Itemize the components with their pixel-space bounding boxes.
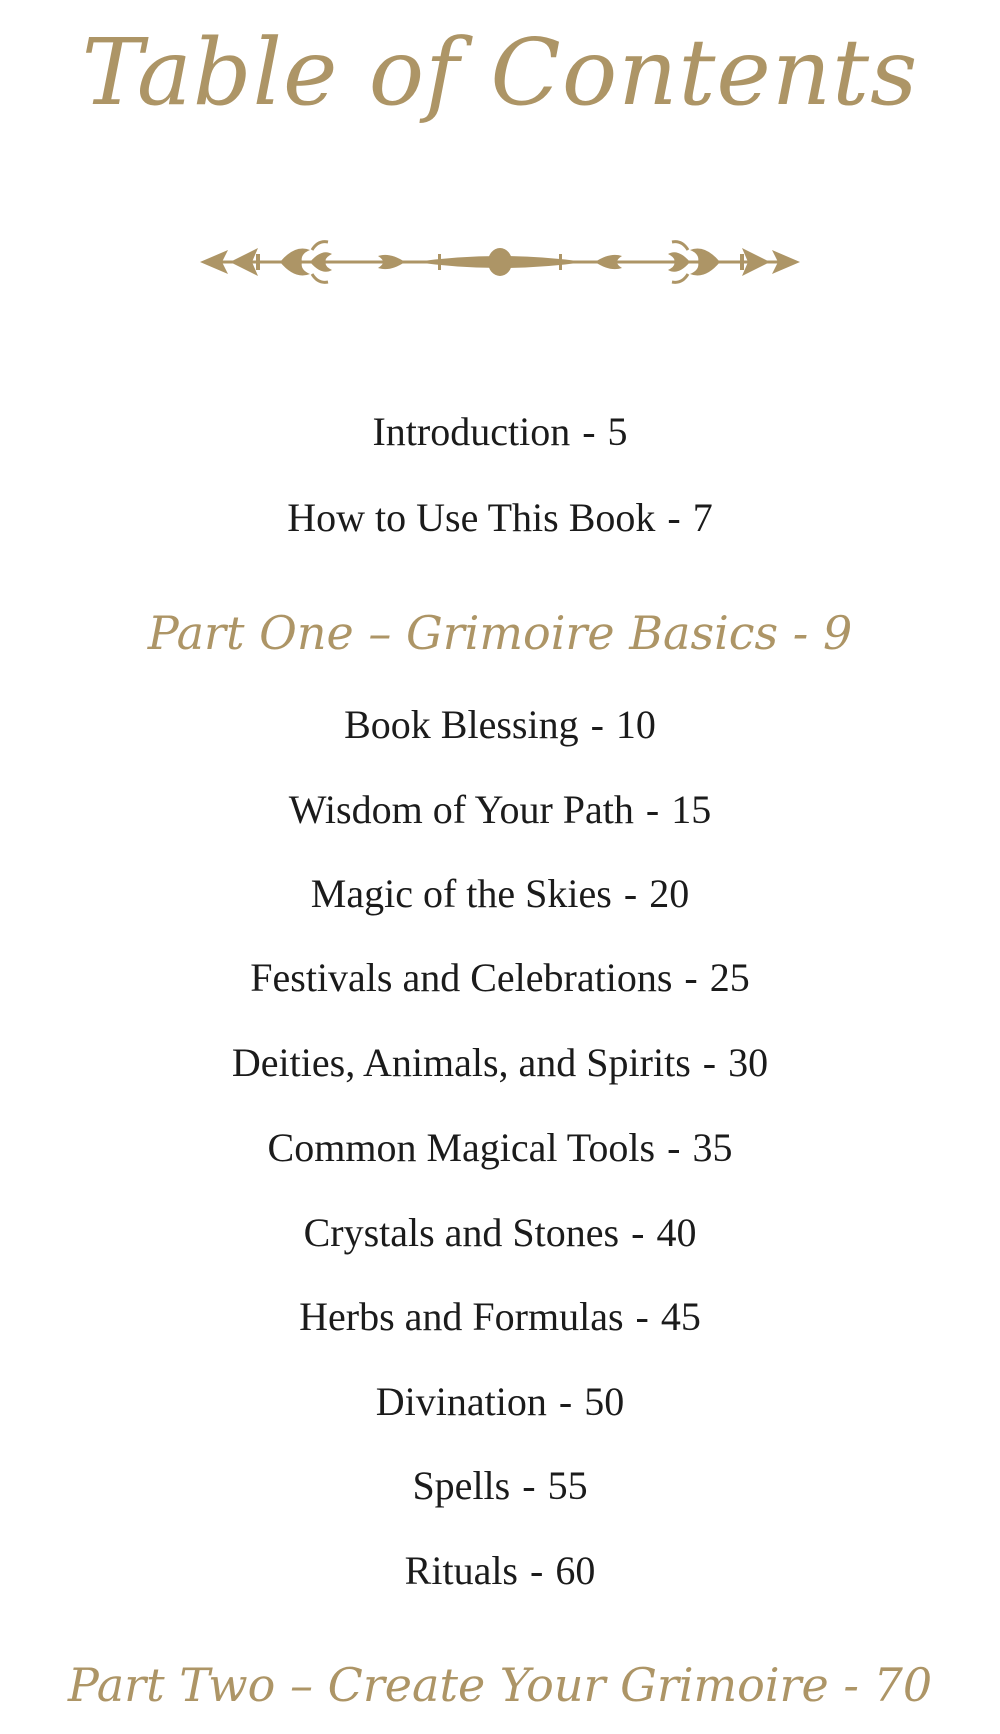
toc-entry-page: 60 [555,1548,596,1593]
toc-entry-page: 50 [584,1379,625,1424]
toc-entry-page: 30 [728,1040,769,1085]
toc-entry-label: How to Use This Book [287,495,656,540]
fleuron-divider-icon [200,232,800,292]
toc-entry-deities [0,1040,1000,1085]
toc-entry-label: Deities, Animals, and Spirits [231,1040,691,1085]
toc-entry-spells [0,1463,1000,1508]
toc-entry-label: Crystals and Stones [303,1210,620,1255]
toc-entry-page: 35 [692,1125,733,1170]
toc-entry-wisdom [0,787,1000,832]
toc-entry-page: 40 [656,1210,697,1255]
toc-entry-magical-tools [0,1125,1000,1170]
part-two-heading [0,1658,1000,1712]
part-heading-separator: - [843,1658,859,1712]
toc-entry-separator: - [582,409,596,454]
toc-entry-introduction [0,409,1000,454]
toc-entry-rituals [0,1548,1000,1593]
part-heading-separator: - [792,606,809,660]
part-heading-label: Part One – Grimoire Basics [147,606,779,660]
toc-entry-page: 15 [671,787,712,832]
toc-entry-divination [0,1379,1000,1424]
toc-entry-separator: - [631,1210,645,1255]
toc-entry-separator: - [667,1125,681,1170]
toc-entry-label: Wisdom of Your Path [288,787,634,832]
toc-entry-magic-skies [0,871,1000,916]
toc-entry-separator: - [667,495,681,540]
toc-entry-separator: - [684,955,698,1000]
toc-entry-label: Common Magical Tools [267,1125,656,1170]
part-heading-page: 70 [873,1658,933,1712]
part-one-heading [0,606,1000,660]
toc-entry-label: Divination [375,1379,547,1424]
toc-entry-crystals [0,1210,1000,1255]
toc-entry-festivals [0,955,1000,1000]
toc-entry-separator: - [530,1548,544,1593]
toc-entry-how-to-use [0,495,1000,540]
toc-entry-separator: - [645,787,660,832]
toc-entry-label: Rituals [404,1548,518,1593]
toc-entry-separator: - [635,1294,649,1339]
toc-entry-separator: - [522,1463,536,1508]
toc-entry-label: Festivals and Celebrations [250,955,673,1000]
toc-entry-label: Spells [412,1463,511,1508]
page-title: Table of Contents [81,19,919,126]
part-heading-label: Part Two – Create Your Grimoire [67,1658,829,1712]
toc-entry-page: 20 [649,871,690,916]
toc-entry-page: 10 [615,702,656,747]
toc-entry-label: Book Blessing [344,702,579,747]
toc-entry-separator: - [623,871,638,916]
toc-entry-page: 45 [660,1294,701,1339]
toc-entry-page: 55 [547,1463,588,1508]
toc-entry-page: 5 [607,409,628,454]
toc-entry-label: Herbs and Formulas [299,1294,624,1339]
toc-entry-separator: - [702,1040,717,1085]
toc-entry-herbs [0,1294,1000,1339]
toc-entry-label: Introduction [372,409,571,454]
toc-entry-page: 7 [692,495,713,540]
toc-entry-separator: - [558,1379,573,1424]
toc-entry-page: 25 [709,955,750,1000]
toc-entry-separator: - [590,702,604,747]
toc-entry-book-blessing [0,702,1000,747]
part-heading-page: 9 [822,606,853,660]
toc-entry-label: Magic of the Skies [310,871,612,916]
